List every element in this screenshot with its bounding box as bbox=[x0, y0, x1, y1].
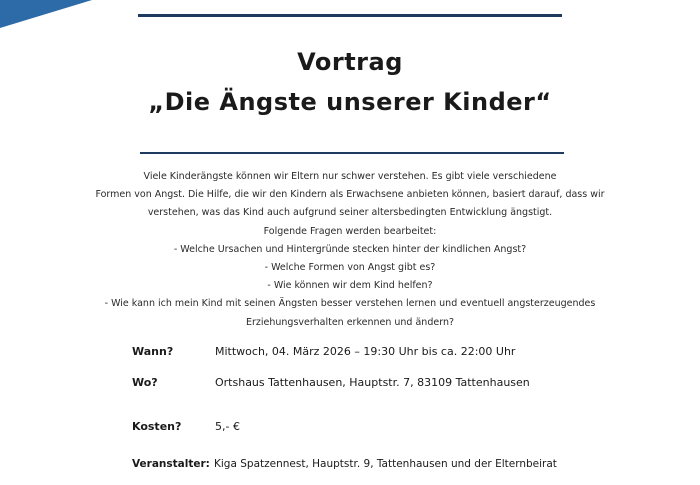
organizer-label: Veranstalter: bbox=[132, 458, 210, 470]
cost-row bbox=[132, 420, 240, 433]
intro-text bbox=[60, 168, 640, 332]
when-label: Wann? bbox=[132, 345, 174, 358]
top-divider bbox=[138, 14, 562, 17]
intro-question: Erziehungsverhalten erkennen und ändern? bbox=[245, 316, 455, 328]
intro-question: - Welche Formen von Angst gibt es? bbox=[264, 262, 436, 274]
page-subtitle: „Die Ängste unserer Kinder“ bbox=[148, 88, 552, 116]
intro-line: Folgende Fragen werden bearbeitet: bbox=[263, 225, 437, 237]
organizer-row bbox=[132, 458, 557, 470]
cost-label: Kosten? bbox=[132, 420, 182, 433]
page-title: Vortrag bbox=[297, 48, 403, 76]
intro-question: - Wie kann ich mein Kind mit seinen Ängsten besser verstehen lernen und eventuell angsterzeugendes bbox=[104, 298, 596, 310]
intro-line: verstehen, was das Kind auch aufgrund seiner altersbedingten Entwicklung ängstigt. bbox=[147, 207, 553, 219]
where-label: Wo? bbox=[132, 376, 158, 389]
intro-question: - Wie können wir dem Kind helfen? bbox=[267, 280, 433, 292]
when-row bbox=[132, 345, 515, 358]
corner-flag-decoration bbox=[0, 0, 92, 28]
cost-value: 5,- € bbox=[215, 420, 240, 433]
intro-line: Viele Kinderängste können wir Eltern nur schwer verstehen. Es gibt viele verschiedene bbox=[143, 171, 557, 182]
when-value: Mittwoch, 04. März 2026 – 19:30 Uhr bis ca. 22:00 Uhr bbox=[215, 345, 516, 358]
organizer-value: Kiga Spatzennest, Hauptstr. 9, Tattenhausen und der Elternbeirat bbox=[214, 458, 557, 470]
where-value: Ortshaus Tattenhausen, Hauptstr. 7, 83109 Tattenhausen bbox=[215, 376, 530, 389]
middle-divider bbox=[140, 152, 564, 154]
where-row bbox=[132, 376, 530, 389]
intro-line: Formen von Angst. Die Hilfe, die wir den Kindern als Erwachsene anbieten können, basiert darauf, dass wir bbox=[95, 189, 605, 201]
intro-question: - Welche Ursachen und Hintergründe stecken hinter der kindlichen Angst? bbox=[173, 243, 527, 255]
